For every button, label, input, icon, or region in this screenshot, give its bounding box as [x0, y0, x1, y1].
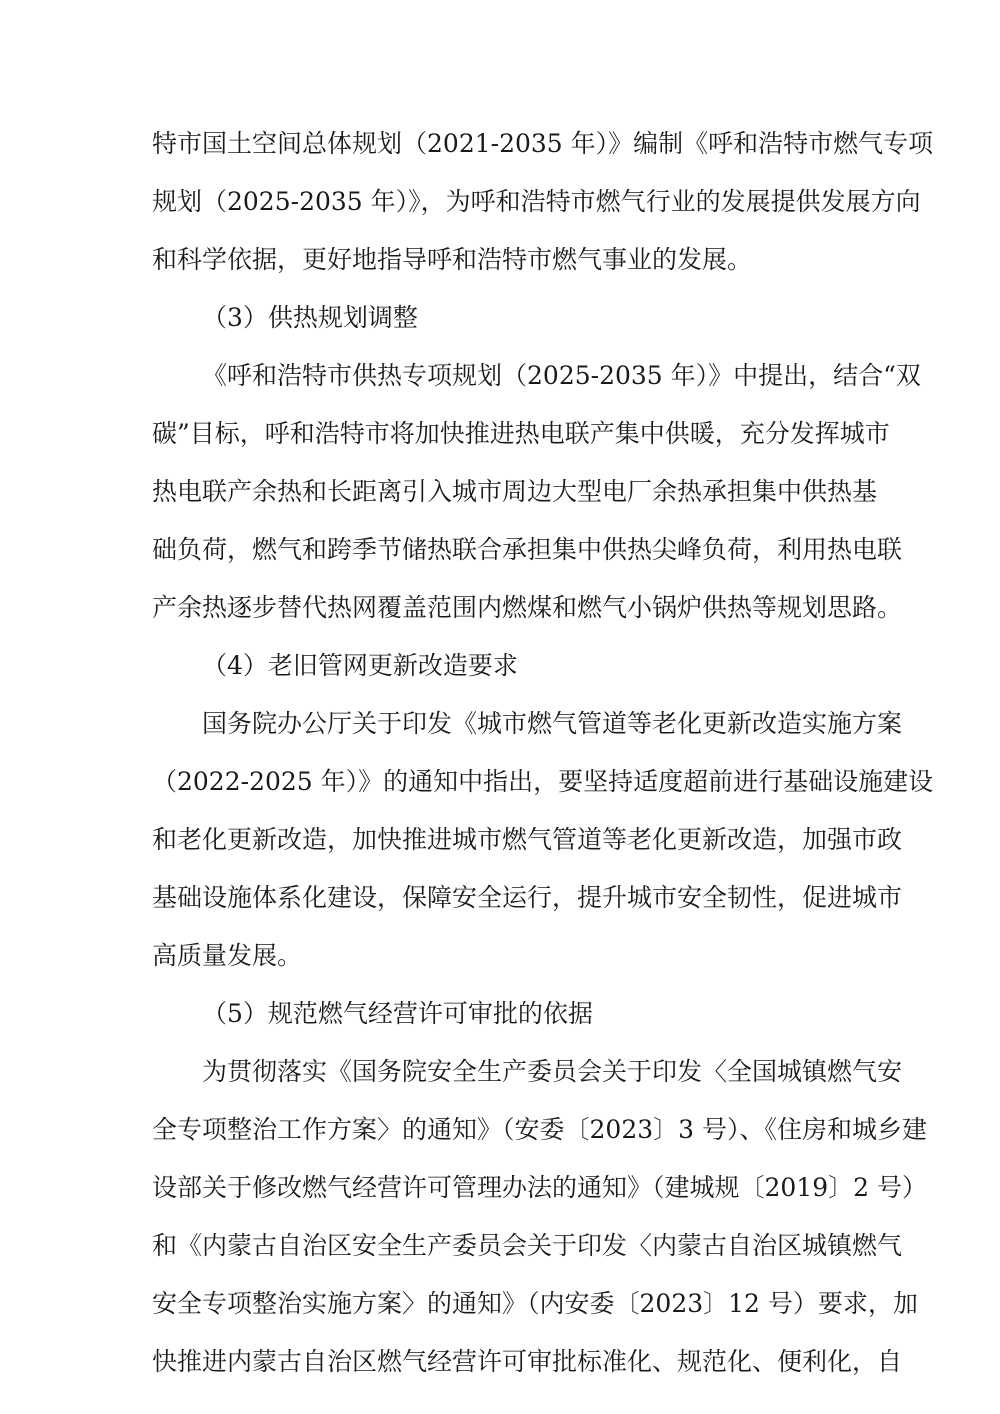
paragraph-line: 础负荷，燃气和跨季节储热联合承担集中供热尖峰负荷，利用热电联	[152, 535, 903, 564]
paragraph-line: 为贯彻落实《国务院安全生产委员会关于印发〈全国城镇燃气安	[202, 1057, 903, 1086]
paragraph-line: 快推进内蒙古自治区燃气经营许可审批标准化、规范化、便利化，自	[152, 1347, 903, 1376]
section-heading: （3）供热规划调整	[202, 303, 418, 332]
paragraph-line: 安全专项整治实施方案〉的通知》（内安委〔2023〕12 号）要求，加	[152, 1289, 918, 1318]
paragraph-line: 特市国土空间总体规划（2021-2035 年）》编制《呼和浩特市燃气专项	[152, 129, 934, 158]
paragraph-line: 热电联产余热和长距离引入城市周边大型电厂余热承担集中供热基	[152, 477, 878, 506]
paragraph-line: 规划（2025-2035 年）》，为呼和浩特市燃气行业的发展提供发展方向	[152, 187, 921, 216]
paragraph-line: 和老化更新改造，加快推进城市燃气管道等老化更新改造，加强市政	[152, 825, 903, 854]
paragraph-line: 国务院办公厅关于印发《城市燃气管道等老化更新改造实施方案	[202, 709, 903, 738]
paragraph-line: 高质量发展。	[152, 941, 303, 970]
paragraph-line: 基础设施体系化建设，保障安全运行，提升城市安全韧性，促进城市	[152, 883, 903, 912]
paragraph-line: （2022-2025 年）》的通知中指出，要坚持适度超前进行基础设施建设	[152, 767, 934, 796]
paragraph-line: 碳”目标，呼和浩特市将加快推进热电联产集中供暖，充分发挥城市	[152, 419, 890, 448]
paragraph-line: 《呼和浩特市供热专项规划（2025-2035 年）》中提出，结合“双	[202, 361, 921, 390]
paragraph-line: 产余热逐步替代热网覆盖范围内燃煤和燃气小锅炉供热等规划思路。	[152, 593, 903, 622]
paragraph-line: 和《内蒙古自治区安全生产委员会关于印发〈内蒙古自治区城镇燃气	[152, 1231, 903, 1260]
paragraph-line: 和科学依据，更好地指导呼和浩特市燃气事业的发展。	[152, 245, 753, 274]
section-heading: （5）规范燃气经营许可审批的依据	[202, 999, 593, 1028]
paragraph-line: 全专项整治工作方案〉的通知》（安委〔2023〕3 号）、《住房和城乡建	[152, 1115, 927, 1144]
section-heading: （4）老旧管网更新改造要求	[202, 651, 518, 680]
paragraph-line: 设部关于修改燃气经营许可管理办法的通知》（建城规〔2019〕2 号）	[152, 1173, 927, 1202]
